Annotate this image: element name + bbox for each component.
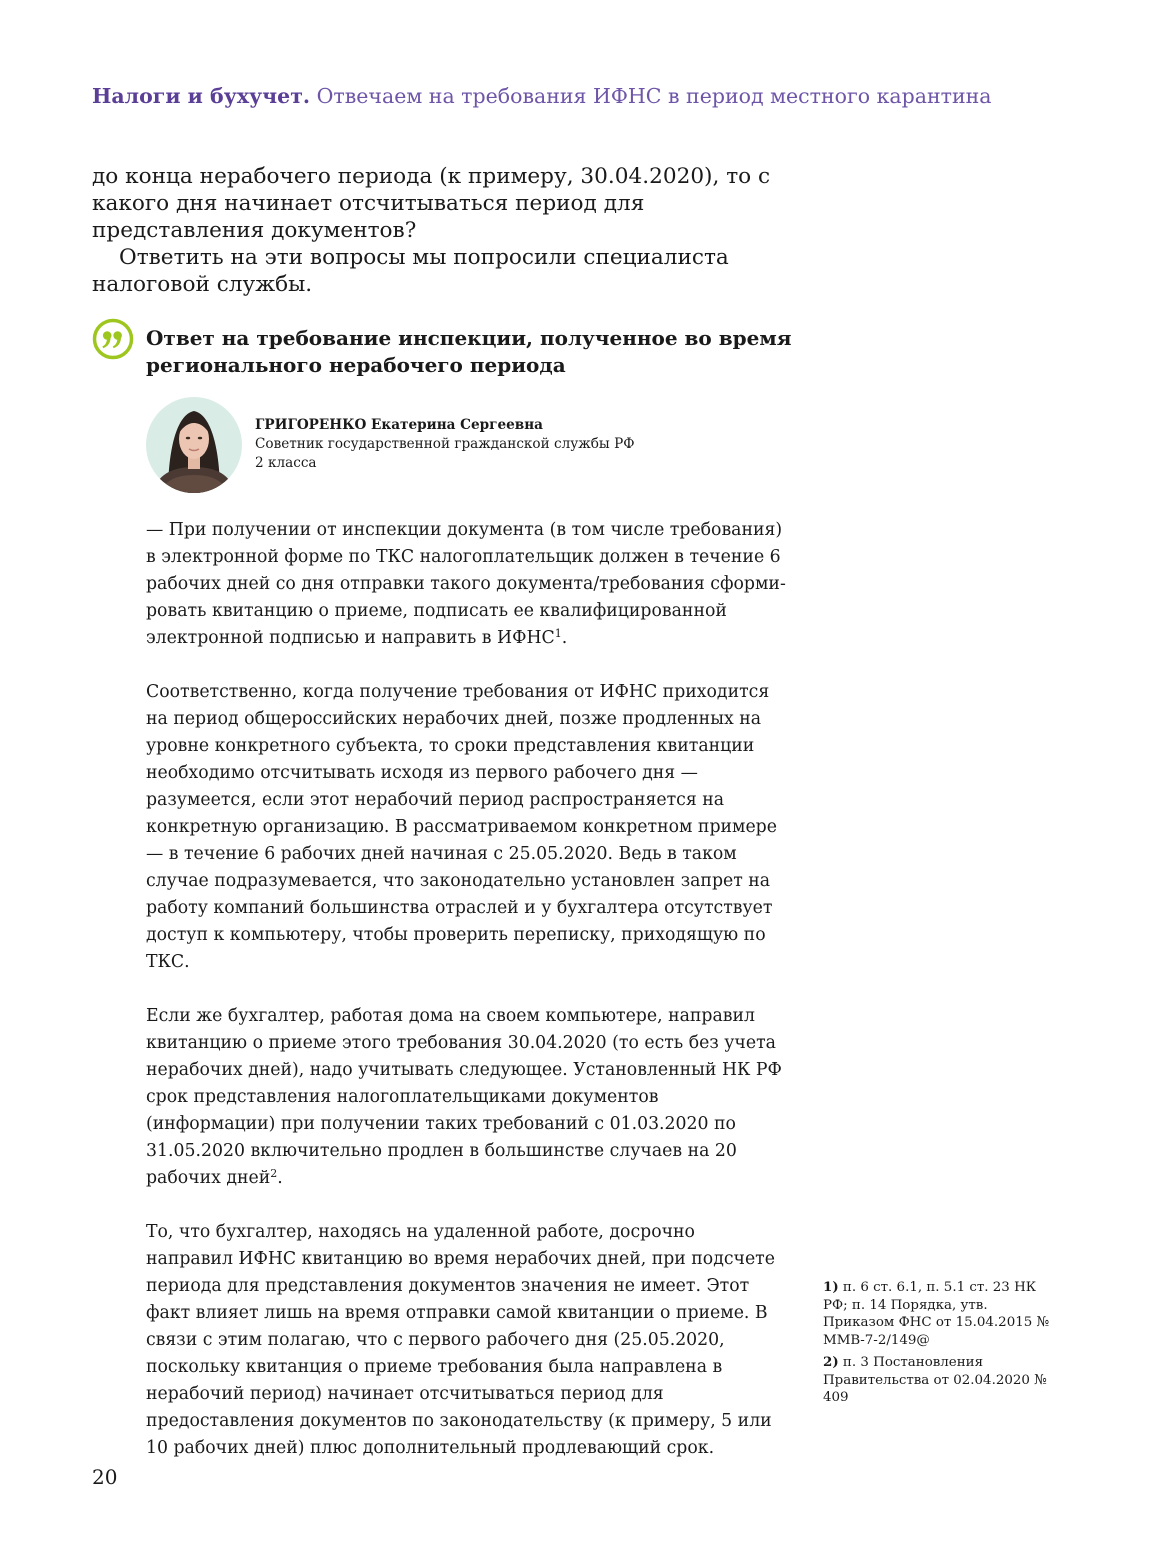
intro-paragraph: до конца нерабочего периода (к примеру, 30.04.2020), то с какого дня начинает отсчитываться период для представления документов? xyxy=(92,164,771,243)
body-paragraph: Соответственно, когда получение требования от ИФНС приходится на период общероссийских нерабочих дней, позже продленных на уровне конкретного субъекта, то сроки представления квитанции необходимо отсчитывать исходя из первого рабочего дня — разумеется, если этот нерабочий период распространяется на конкретную организацию. В рассматриваемом конкретном примере — в течение 6 рабочих дней начиная с 25.05.2020. Ведь в таком случае подразумевается, что законодательно установлен запрет на работу компаний большинства отраслей и у бухгалтера отсутствует доступ к компьютеру, чтобы проверить переписку, приходящую по ТКС. xyxy=(146,682,777,972)
section-title: Ответ на требование инспекции, полученное во время регионального нерабочего периода xyxy=(146,326,792,377)
footnotes xyxy=(823,1279,1053,1412)
body-paragraph xyxy=(146,1003,786,1192)
footnote-text: п. 3 Постановления Правительства от 02.04.2020 № 409 xyxy=(823,1355,1047,1405)
quote-icon xyxy=(92,318,134,360)
intro-text xyxy=(92,163,782,298)
footnote-number: 1) xyxy=(823,1279,839,1295)
footnote xyxy=(823,1354,1053,1407)
running-header xyxy=(92,82,1072,110)
body-paragraph-punct: . xyxy=(561,628,568,648)
author-info xyxy=(255,416,675,473)
footnote-ref[interactable]: 2 xyxy=(270,1167,278,1180)
footnote-text: п. 6 ст. 6.1, п. 5.1 ст. 23 НК РФ; п. 14 Порядка, утв. Приказом ФНС от 15.04.2015 № ММВ-7-2/149@ xyxy=(823,1280,1050,1348)
answer-body xyxy=(146,517,786,1489)
author-position: Советник государственной гражданской службы РФ xyxy=(255,436,635,452)
author-name: ГРИГОРЕНКО Екатерина Сергеевна xyxy=(255,417,543,433)
footnote-ref[interactable]: 1 xyxy=(554,627,562,640)
body-paragraph-text: — При получении от инспекции документа (в том числе требования) в электронной форме по ТКС налогоплательщик должен в течение 6 рабочих дней со дня отправки такого документа/требования сформировать квитанцию о приеме, подписать ее квалифицированной электронной подписью и направить в ИФНС xyxy=(146,520,786,648)
body-paragraph: То, что бухгалтер, находясь на удаленной работе, досрочно направил ИФНС квитанцию во время нерабочих дней, при подсчете периода для представления документов значения не имеет. Этот факт влияет лишь на время отправки самой квитанции о приеме. В связи с этим полагаю, что с первого рабочего дня (25.05.2020, поскольку квитанция о приеме требования была направлена в нерабочий период) начинает отсчитываться период для предоставления документов по законодательству (к примеру, 5 или 10 рабочих дней) плюс дополнительный продлевающий срок. xyxy=(146,1222,775,1458)
intro-paragraph: Ответить на эти вопросы мы попросили специалиста налоговой службы. xyxy=(92,245,729,297)
header-section-name: Налоги и бухучет. xyxy=(92,84,311,108)
footnote-number: 2) xyxy=(823,1354,839,1370)
body-paragraph xyxy=(146,517,786,652)
footnote xyxy=(823,1279,1053,1349)
body-paragraph-text: Если же бухгалтер, работая дома на своем компьютере, направил квитанцию о приеме этого требования 30.04.2020 (то есть без учета нерабочих дней), надо учитывать следующее. Установленный НК РФ срок представления налогоплательщиками документов (информации) при получении таких требований с 01.03.2020 по 31.05.2020 включительно продлен в большинстве случаев на 20 рабочих дней xyxy=(146,1006,782,1188)
page-number: 20 xyxy=(92,1465,118,1489)
header-article-title: Отвечаем на требования ИФНС в период местного карантина xyxy=(316,84,992,108)
body-paragraph-punct: . xyxy=(277,1168,283,1188)
author-grade: 2 класса xyxy=(255,455,317,471)
author-photo xyxy=(146,397,242,493)
